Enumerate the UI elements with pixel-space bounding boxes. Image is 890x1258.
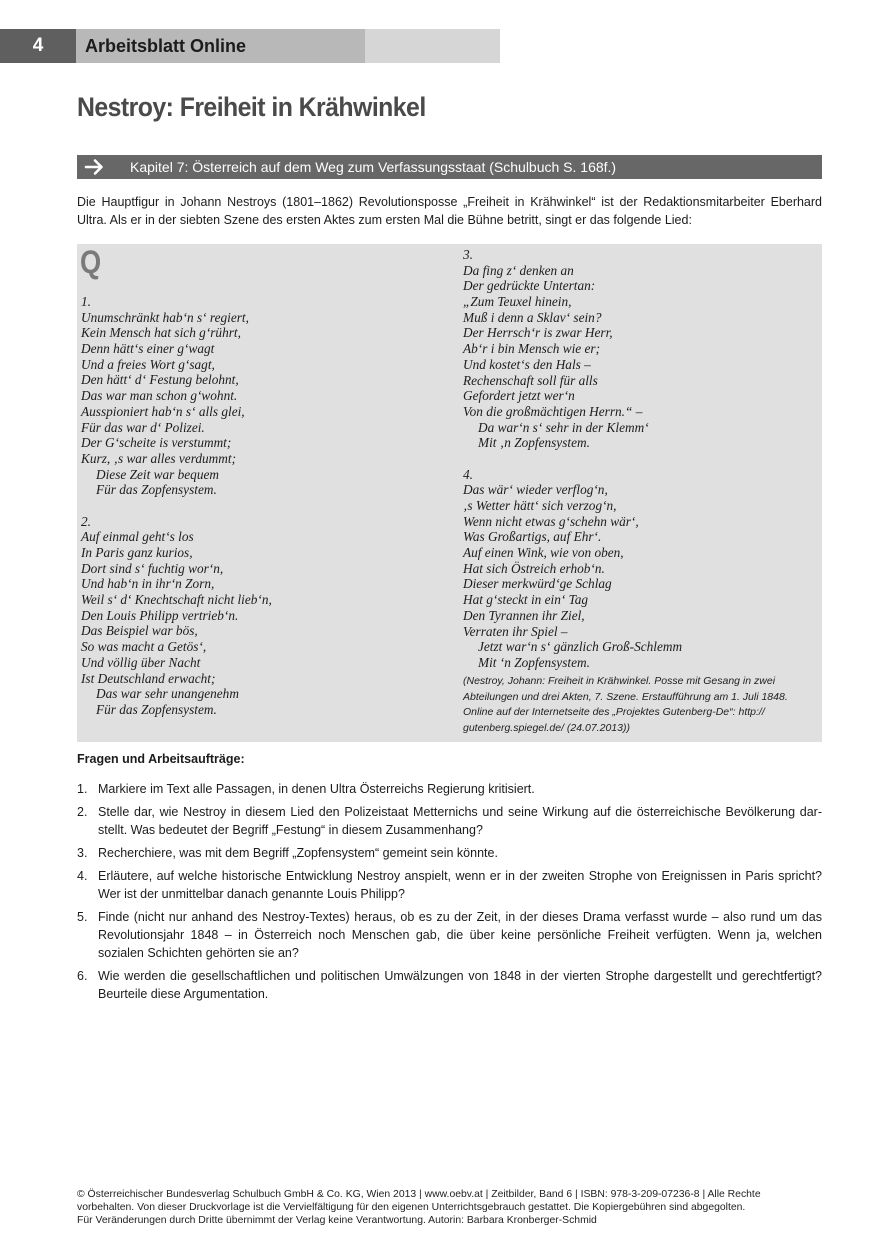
questions-list: [77, 780, 822, 1008]
poem-line: Was Großartigs, auf Ehr‘.: [463, 529, 602, 545]
poem-refrain-line: Jetzt war‘n s‘ gänzlich Groß-Schlemm: [478, 639, 683, 655]
poem-line: Den Tyrannen ihr Ziel,: [463, 607, 585, 623]
poem-column-right: [463, 247, 682, 671]
poem-line: Hat sich Östreich erhob‘n.: [463, 560, 605, 576]
question-item: [77, 844, 822, 862]
poem-line: Dort sind s‘ fuchtig wor‘n,: [81, 560, 224, 576]
poem-refrain-line: Diese Zeit war bequem: [96, 466, 219, 482]
question-text: Erläutere, auf welche historische Entwicklung Nestroy anspielt, wenn er in der zweiten Strophe von Ereignissen in Paris spricht? Wer ist der unmittelbar danach genannte Louis Philipp?: [98, 869, 822, 901]
poem-column-left: [81, 294, 272, 718]
footer-line: © Österreichischer Bundesverlag Schulbuch GmbH & Co. KG, Wien 2013 | www.oebv.at | Zeitbilder, Band 6 | ISBN: 978-3-209-07236-8 | Alle Rechte: [77, 1189, 761, 1200]
poem-line: Weil s‘ d‘ Knechtschaft nicht lieb‘n,: [81, 592, 272, 608]
poem-line: Wenn nicht etwas g‘schehn wär‘,: [463, 513, 639, 529]
poem-line: Für das war d‘ Polizei.: [81, 419, 205, 435]
poem-line: ‚s Wetter hätt‘ sich verzog‘n,: [463, 498, 617, 513]
question-number: 6.: [77, 969, 88, 983]
poem-line: Ist Deutschland erwacht;: [81, 670, 216, 686]
question-text: Finde (nicht nur anhand des Nestroy-Textes) heraus, ob es zu der Zeit, in der dieses Drama verfasst wurde – also rund um das Revolutionsjahr 1848 – in Österreich noch Menschen gab, die über keine persönliche Freiheit verfügten. Wenn ja, welchen sozialen Schichten gehörten sie an?: [98, 910, 822, 960]
poem-line: Unumschränkt hab‘n s‘ regiert,: [81, 309, 249, 325]
question-number: 2.: [77, 805, 88, 819]
poem-line: „Zum Teuxel hinein,: [463, 294, 572, 310]
poem-line: Muß i denn a Sklav‘ sein?: [463, 309, 602, 325]
poem-refrain-line: Da war‘n s‘ sehr in der Klemm‘: [478, 419, 649, 435]
poem-line: Und a freies Wort g‘sagt,: [81, 356, 215, 372]
poem-line: Das wär‘ wieder verflog‘n,: [463, 482, 608, 498]
poem-line: Auf einen Wink, wie von oben,: [463, 545, 624, 561]
poem-line: So was macht a Getös‘,: [81, 639, 207, 655]
poem-line: Und völlig über Nacht: [81, 654, 201, 670]
poem-line: Dieser merkwürd‘ge Schlag: [463, 576, 612, 592]
poem-line: Den hätt‘ d‘ Festung belohnt,: [81, 372, 239, 388]
page-header: [0, 29, 500, 63]
question-text: Wie werden die gesellschaftlichen und politischen Umwälzungen von 1848 in der vierten Strophe dargestellt und gerechtfertigt? Beurteile diese Argumentation.: [98, 969, 822, 1001]
poem-line: In Paris ganz kurios,: [81, 545, 193, 560]
stanza-number: 4.: [463, 466, 473, 482]
question-number: 5.: [77, 910, 88, 924]
poem-line: Auf einmal geht‘s los: [81, 529, 194, 545]
poem-line: Von die großmächtigen Herrn.“ –: [463, 403, 643, 419]
poem-line: Den Louis Philipp vertrieb‘n.: [81, 607, 239, 623]
stanza-number: 1.: [81, 294, 91, 309]
poem-refrain-line: Für das Zopfensystem.: [96, 701, 217, 717]
chapter-bar: [77, 155, 822, 179]
poem-line: Und hab‘n in ihr‘n Zorn,: [81, 576, 215, 592]
poem-line: Ab‘r i bin Mensch wie er;: [463, 341, 601, 357]
poem-refrain-line: Mit ‚n Zopfensystem.: [478, 435, 590, 451]
header-decoration: [365, 29, 500, 63]
poem-refrain-line: Das war sehr unangenehm: [96, 686, 239, 702]
poem-line: Der gedrückte Untertan:: [463, 278, 596, 294]
question-text: Markiere im Text alle Passagen, in denen Ultra Österreichs Regierung kritisiert.: [98, 782, 535, 796]
intro-text: Die Hauptfigur in Johann Nestroys (1801–1862) Revolutionsposse „Freiheit in Krähwinkel“ ist der Redaktionsmitarbeiter Eberhard Ultra. Als er in der siebten Szene des ersten Aktes zum ersten Mal die Bühne betritt, singt er das folgende Lied:: [77, 195, 822, 227]
question-text: Stelle dar, wie Nestroy in diesem Lied den Polizeistaat Metternichs und seine Wirkung auf die österreichische Bevölkerung darstellt. Was bedeutet der Begriff „Festung“ in diesem Zusammenhang?: [98, 805, 822, 837]
poem-line: Rechenschaft soll für alls: [463, 372, 598, 388]
page-title: Nestroy: Freiheit in Krähwinkel: [77, 92, 426, 122]
footer: [77, 1188, 822, 1228]
poem-line: Das war man schon g‘wohnt.: [81, 388, 238, 404]
questions-heading: Fragen und Arbeitsaufträge:: [77, 752, 245, 766]
footer-line: Für Veränderungen durch Dritte übernimmt der Verlag keine Verantwortung. Autorin: Barbara Kronberger-Schmid: [77, 1215, 597, 1227]
question-number: 3.: [77, 846, 88, 860]
poem-line: Der G‘scheite is verstummt;: [81, 435, 232, 451]
question-number: 4.: [77, 869, 88, 883]
poem-refrain-line: Für das Zopfensystem.: [96, 482, 217, 498]
poem-line: Verraten ihr Spiel –: [463, 623, 568, 639]
poem-line: Denn hätt‘s einer g‘wagt: [81, 341, 215, 357]
question-item: [77, 803, 822, 839]
question-text: Recherchiere, was mit dem Begriff „Zopfensystem“ gemeint sein könnte.: [98, 846, 498, 860]
poem-line: Ausspioniert hab‘n s‘ alls glei,: [81, 403, 245, 419]
poem-line: Kurz, ‚s war alles verdummt;: [81, 450, 237, 466]
stanza-number: 2.: [81, 513, 91, 529]
source-citation: (Nestroy, Johann: Freiheit in Krähwinkel. Posse mit Gesang in zwei Abteilungen und drei Akten, 7. Szene. Erstaufführung am 1. Juli 1848. Online auf der Internetseite des „Projektes Gutenberg-De“: http:// gutenberg.spiegel.de/ (24.07.2013)): [463, 675, 788, 734]
stanza-gap: [81, 498, 272, 514]
question-item: [77, 908, 822, 962]
stanza-number: 3.: [463, 247, 473, 262]
stanza-gap: [463, 451, 682, 467]
question-item: [77, 867, 822, 903]
poem-line: Und kostet‘s den Hals –: [463, 356, 591, 372]
poem-refrain-line: Mit ‘n Zopfensystem.: [478, 654, 590, 670]
chapter-label: Kapitel 7: Österreich auf dem Weg zum Verfassungsstaat (Schulbuch S. 168f.): [130, 159, 617, 175]
quote-box: [77, 244, 822, 742]
question-item: [77, 780, 822, 798]
poem-line: Da fing z‘ denken an: [463, 262, 574, 278]
poem-line: Kein Mensch hat sich g‘rührt,: [81, 325, 241, 341]
footer-line: vorbehalten. Von dieser Druckvorlage ist die Vervielfältigung für den eigenen Unterrichtsgebrauch gestattet. Die Kopiergebühren sind abgegolten.: [77, 1202, 746, 1214]
poem-line: Das Beispiel war bös,: [81, 623, 198, 639]
question-item: [77, 967, 822, 1003]
poem-line: Gefordert jetzt wer‘n: [463, 388, 575, 404]
poem-line: Hat g‘steckt in ein‘ Tag: [463, 592, 589, 608]
question-number: 1.: [77, 782, 88, 796]
poem-line: Der Herrsch‘r is zwar Herr,: [463, 325, 613, 341]
quote-marker: Q: [80, 244, 102, 280]
arrow-right-icon: [83, 155, 105, 179]
header-title: Arbeitsblatt Online: [76, 29, 365, 63]
page-number: 4: [0, 29, 76, 63]
